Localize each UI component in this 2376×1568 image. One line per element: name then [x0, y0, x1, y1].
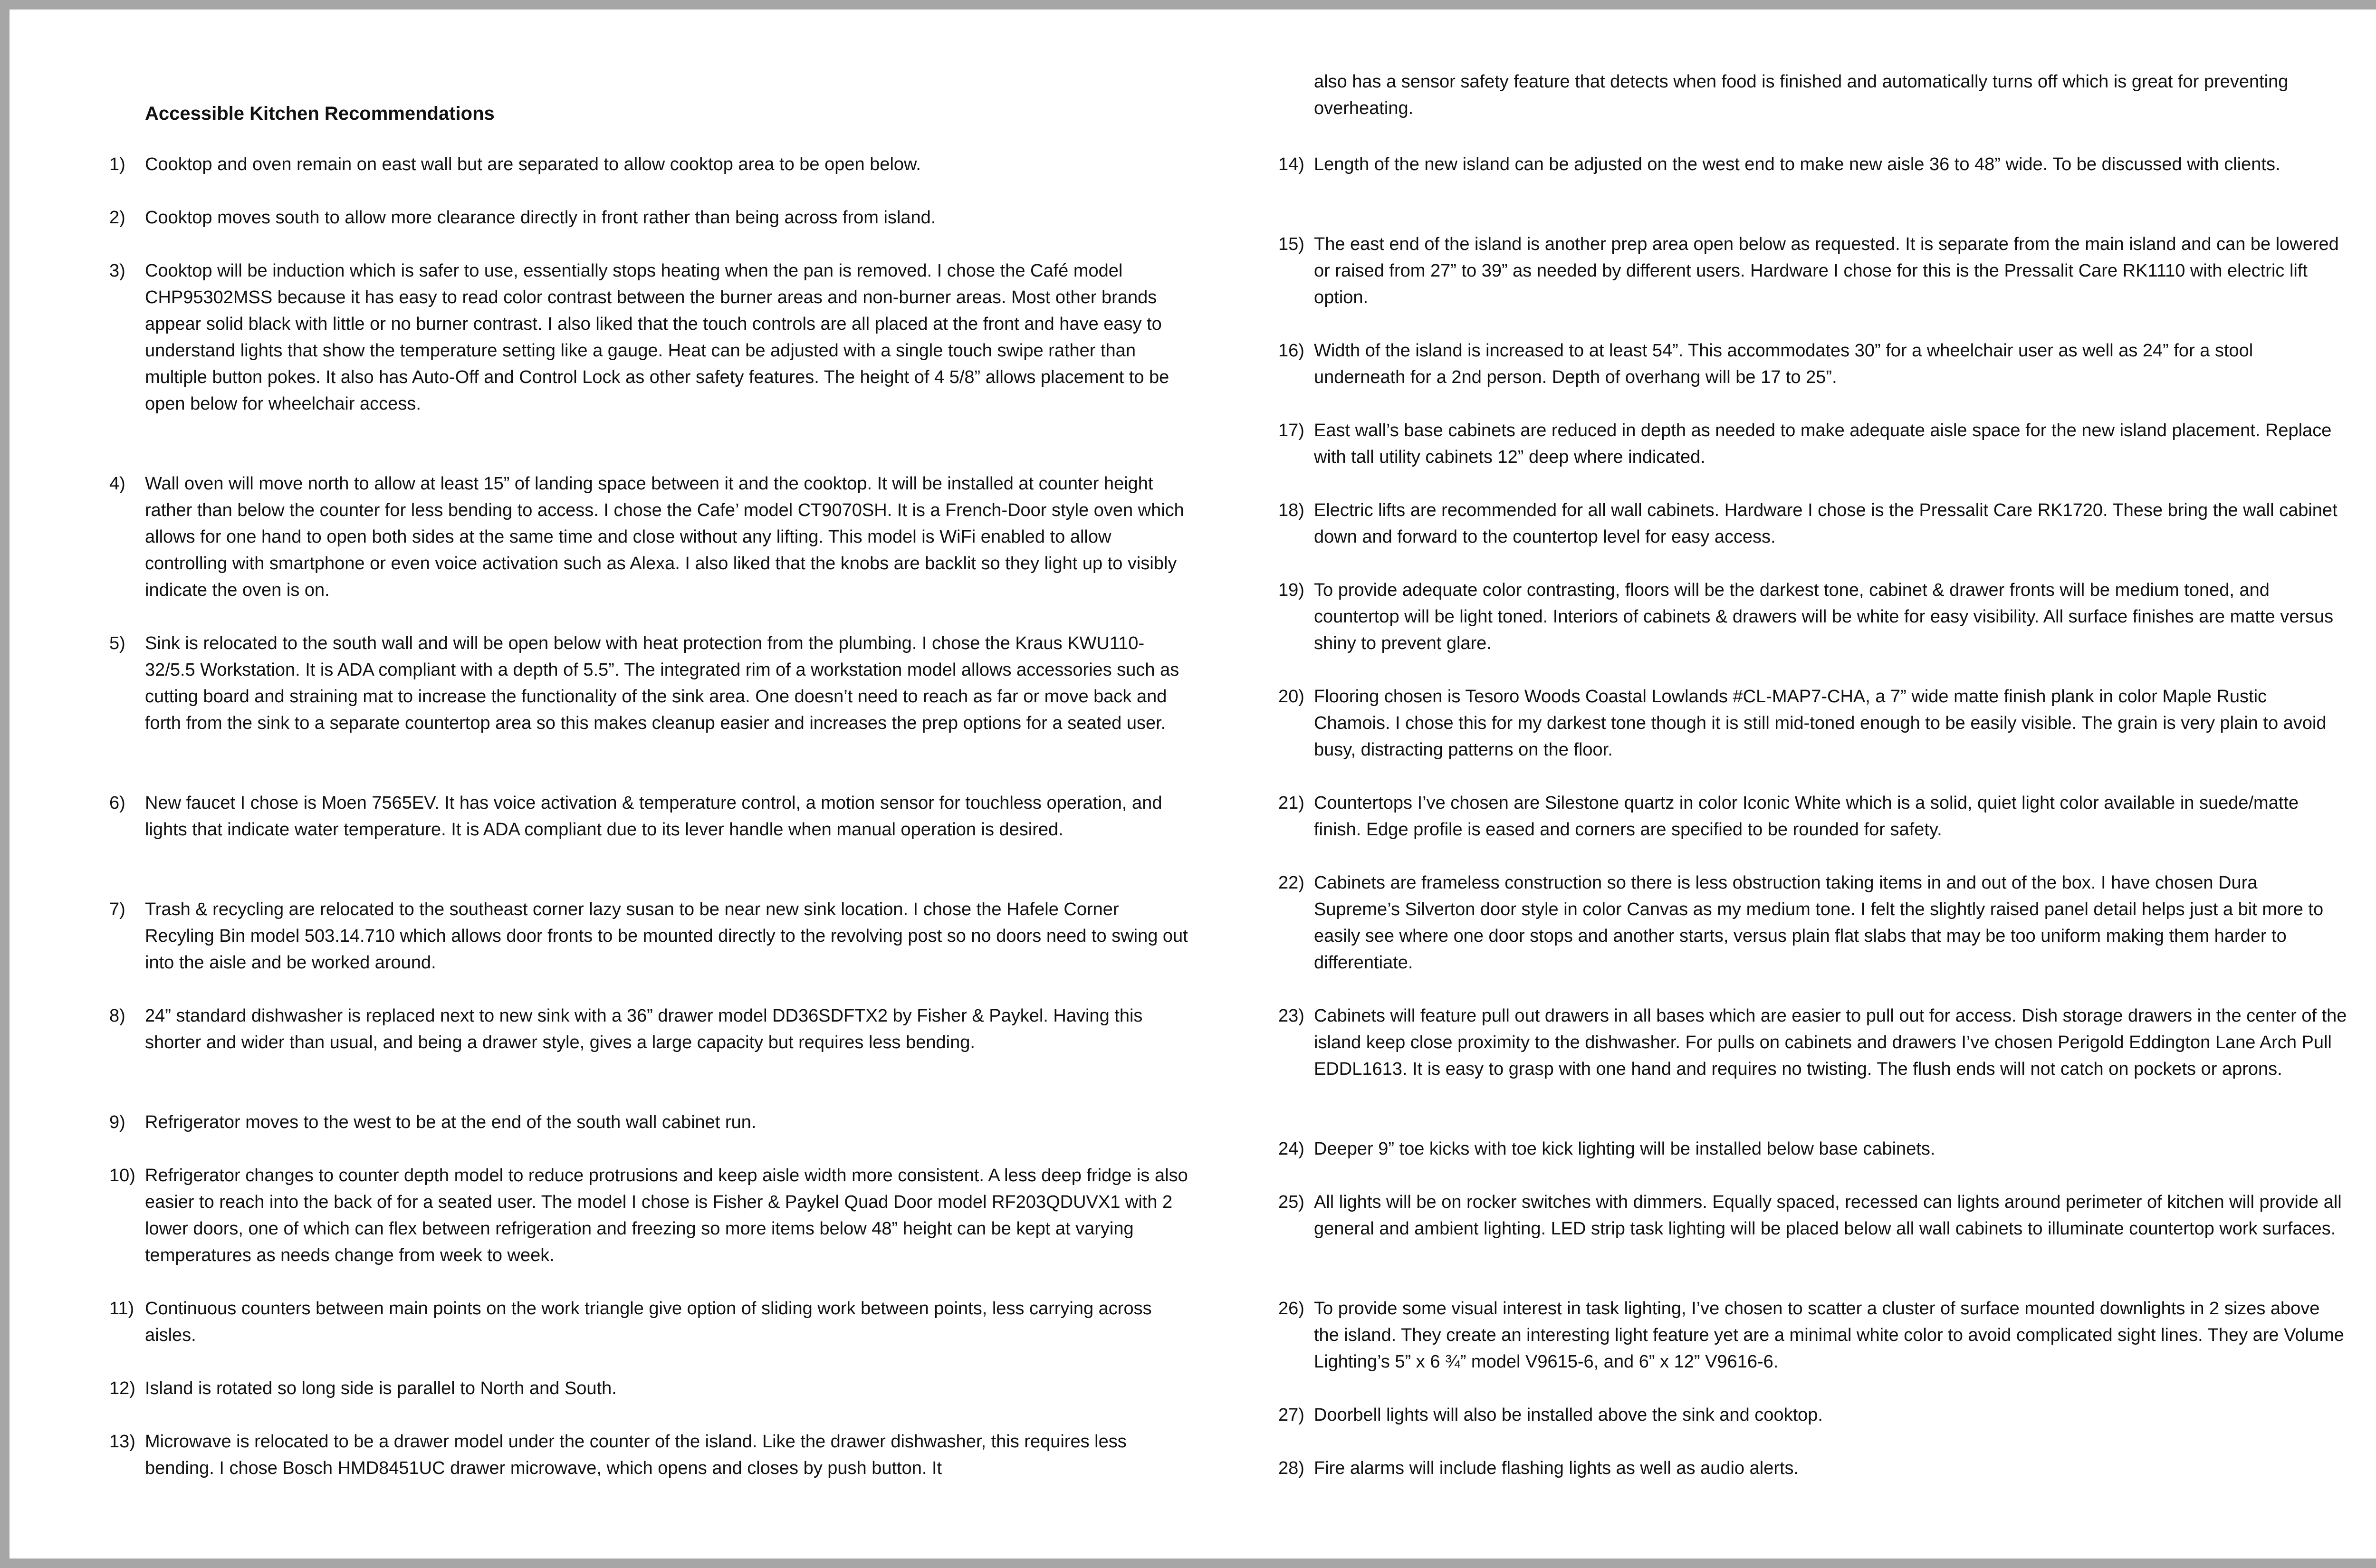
list-item-number: 27) — [1278, 1405, 1304, 1425]
list-item — [1278, 1402, 2347, 1428]
list-item — [1278, 231, 2347, 311]
list-item-number: 11) — [109, 1299, 134, 1319]
list-item — [109, 1003, 1188, 1056]
list-item-number: 26) — [1278, 1299, 1304, 1319]
document-page — [10, 10, 2376, 1558]
list-item-number: 18) — [1278, 500, 1304, 520]
list-item-number: 13) — [109, 1432, 135, 1452]
list-item-text: Refrigerator changes to counter depth model to reduce protrusions and keep aisle width more consistent. A less deep fridge is also easier to reach into the back of for a seated user. The model I chose is Fisher & Paykel Quad Door model RF203QDUVX1 with 2 lower doors, one of which can flex between refrigeration and freezing so more items below 48” height can be kept at varying temperatures as needs change from week to week. — [145, 1166, 1188, 1265]
list-item-text: All lights will be on rocker switches with dimmers. Equally spaced, recessed can lights around perimeter of kitchen will provide all general and ambient lighting. LED strip task lighting will be placed below all wall cabinets to illuminate countertop work surfaces. — [1314, 1192, 2342, 1239]
list-item-text: To provide adequate color contrasting, floors will be the darkest tone, cabinet & drawer fronts will be medium toned, and countertop will be light toned. Interiors of cabinets & drawers will be white for easy visibility. All surface finishes are matte versus shiny to prevent glare. — [1314, 580, 2334, 653]
list-item-text: Island is rotated so long side is parallel to North and South. — [145, 1378, 617, 1398]
list-item-number: 16) — [1278, 341, 1304, 361]
list-item — [1278, 337, 2347, 391]
list-item-number: 3) — [109, 261, 125, 281]
list-item — [109, 1375, 1188, 1402]
list-item-number: 14) — [1278, 154, 1304, 174]
list-item — [1278, 1003, 2347, 1082]
list-item-number: 24) — [1278, 1139, 1304, 1159]
list-item-text: Microwave is relocated to be a drawer model under the counter of the island. Like the drawer dishwasher, this requires less bending. I chose Bosch HMD8451UC drawer microwave, which opens and closes by push button. It — [145, 1432, 1127, 1478]
list-item-number: 2) — [109, 208, 125, 228]
list-item-number: 7) — [109, 899, 125, 919]
list-item-number: 12) — [109, 1378, 135, 1398]
list-item-text: Length of the new island can be adjusted on the west end to make new aisle 36 to 48” wide. To be discussed with clients. — [1314, 154, 2280, 174]
list-item-text: Refrigerator moves to the west to be at the end of the south wall cabinet run. — [145, 1112, 757, 1132]
list-item-text: East wall’s base cabinets are reduced in depth as needed to make adequate aisle space for the new island placement. Replace with tall utility cabinets 12” deep where indicated. — [1314, 421, 2332, 467]
list-item-text: Cooktop moves south to allow more clearance directly in front rather than being across from island. — [145, 208, 936, 228]
page-title: Accessible Kitchen Recommendations — [145, 103, 495, 124]
list-item-text: Trash & recycling are relocated to the southeast corner lazy susan to be near new sink location. I chose the Hafele Corner Recyling Bin model 503.14.710 which allows door fronts to be mounted directly to the revolving post so no doors need to swing out into the aisle and be worked around. — [145, 899, 1188, 973]
list-item — [109, 470, 1188, 603]
list-item-number: 10) — [109, 1166, 135, 1186]
list-item-text: Electric lifts are recommended for all wall cabinets. Hardware I chose is the Pressalit Care RK1720. These bring the wall cabinet down and forward to the countertop level for easy access. — [1314, 500, 2338, 547]
list-item-number: 28) — [1278, 1458, 1304, 1478]
list-item — [1278, 497, 2347, 550]
list-item-number: 21) — [1278, 793, 1304, 813]
list-item-text: Width of the island is increased to at least 54”. This accommodates 30” for a wheelchair user as well as 24” for a stool underneath for a 2nd person. Depth of overhang will be 17 to 25”. — [1314, 341, 2253, 387]
list-item-text: Cabinets will feature pull out drawers in all bases which are easier to pull out for access. Dish storage drawers in the center of the island keep close proximity to the dishwasher. For pulls on cabinets and drawers I’ve chosen Perigold Eddington Lane Arch Pull EDDL1613. It is easy to grasp with one hand and requires no twisting. The flush ends will not catch on pockets or aprons. — [1314, 1006, 2347, 1079]
list-item-number: 23) — [1278, 1006, 1304, 1026]
list-item — [1278, 790, 2347, 843]
list-item-number: 15) — [1278, 234, 1304, 254]
list-item-text: Cooktop will be induction which is safer to use, essentially stops heating when the pan is removed. I chose the Café model CHP95302MSS because it has easy to read color contrast between the burner areas and non-burner areas. Most other brands appear solid black with little or no burner contrast. I also liked that the touch controls are all placed at the front and have easy to understand lights that show the temperature setting like a gauge. Heat can be adjusted with a single touch swipe rather than multiple button pokes. It also has Auto-Off and Control Lock as other safety features. The height of 4 5/8” allows placement to be open below for wheelchair access. — [145, 261, 1169, 414]
list-item-number: 4) — [109, 474, 125, 494]
list-item — [109, 790, 1188, 843]
continued-paragraph: also has a sensor safety feature that detects when food is finished and automatically turns off which is great for preventing overheating. — [1314, 72, 2289, 118]
list-item — [109, 1109, 1188, 1136]
list-item-text: Deeper 9” toe kicks with toe kick lighting will be installed below base cabinets. — [1314, 1139, 1935, 1159]
list-item — [1278, 870, 2347, 976]
list-item — [109, 630, 1188, 736]
list-item-text: Wall oven will move north to allow at least 15” of landing space between it and the cooktop. It will be installed at counter height rather than below the counter for less bending to access. I chose the Cafe’ model CT9070SH. It is a French-Door style oven which allows for one hand to open both sides at the same time and close without any lifting. This model is WiFi enabled to allow controlling with smartphone or even voice activation such as Alexa. I also liked that the knobs are backlit so they light up to visibly indicate the oven is on. — [145, 474, 1184, 600]
list-item-text: The east end of the island is another prep area open below as requested. It is separate from the main island and can be lowered or raised from 27” to 39” as needed by different users. Hardware I chose for this is the Pressalit Care RK1110 with electric lift option. — [1314, 234, 2339, 307]
list-item — [1278, 1295, 2347, 1375]
list-item-number: 5) — [109, 633, 125, 653]
list-item-text: Countertops I’ve chosen are Silestone quartz in color Iconic White which is a solid, quiet light color available in suede/matte finish. Edge profile is eased and corners are specified to be rounded for safety. — [1314, 793, 2299, 840]
list-item-number: 1) — [109, 154, 125, 174]
list-item-text: Doorbell lights will also be installed above the sink and cooktop. — [1314, 1405, 1823, 1425]
list-item-text: Continuous counters between main points on the work triangle give option of sliding work between points, less carrying across aisles. — [145, 1299, 1152, 1345]
list-item — [1278, 1189, 2347, 1242]
list-item-number: 8) — [109, 1006, 125, 1026]
list-item — [109, 204, 1188, 231]
list-item-text: 24” standard dishwasher is replaced next to new sink with a 36” drawer model DD36SDFTX2 by Fisher & Paykel. Having this shorter and wider than usual, and being a drawer style, gives a large capacity but requires less bending. — [145, 1006, 1143, 1052]
list-item — [109, 896, 1188, 976]
list-item — [1278, 577, 2347, 657]
list-item — [109, 1162, 1188, 1269]
list-item — [1278, 417, 2347, 470]
list-item-text: To provide some visual interest in task lighting, I’ve chosen to scatter a cluster of surface mounted downlights in 2 sizes above the island. They create an interesting light feature yet are a minimal white color to avoid complicated sight lines. They are Volume Lighting’s 5” x 6 ¾” model V9615-6, and 6” x 12” V9616-6. — [1314, 1299, 2344, 1372]
list-item — [109, 258, 1188, 417]
list-item-number: 19) — [1278, 580, 1304, 600]
list-item — [109, 1295, 1188, 1348]
list-item-number: 25) — [1278, 1192, 1304, 1212]
list-item-text: Cabinets are frameless construction so there is less obstruction taking items in and out of the box. I have chosen Dura Supreme’s Silverton door style in color Canvas as my medium tone. I felt the slightly raised panel detail helps just a bit more to easily see where one door stops and another starts, versus plain flat slabs that may be too uniform making them harder to differentiate. — [1314, 873, 2324, 973]
list-item-text: Cooktop and oven remain on east wall but are separated to allow cooktop area to be open below. — [145, 154, 921, 174]
list-item-number: 9) — [109, 1112, 125, 1132]
list-item-number: 6) — [109, 793, 125, 813]
list-item-text: Fire alarms will include flashing lights as well as audio alerts. — [1314, 1458, 1799, 1478]
list-item-text: Flooring chosen is Tesoro Woods Coastal Lowlands #CL-MAP7-CHA, a 7” wide matte finish plank in color Maple Rustic Chamois. I chose this for my darkest tone though it is still mid-toned enough to be easily visible. The grain is very plain to avoid busy, distracting patterns on the floor. — [1314, 687, 2327, 760]
list-item-text: New faucet I chose is Moen 7565EV. It has voice activation & temperature control, a motion sensor for touchless operation, and lights that indicate water temperature. It is ADA compliant due to its lever handle when manual operation is desired. — [145, 793, 1162, 840]
list-item — [1278, 1455, 2347, 1482]
list-item — [1278, 1136, 2347, 1162]
list-item-number: 17) — [1278, 421, 1304, 440]
list-item-text: Sink is relocated to the south wall and will be open below with heat protection from the plumbing. I chose the Kraus KWU110-32/5.5 Workstation. It is ADA compliant with a depth of 5.5”. The integrated rim of a workstation model allows accessories such as cutting board and straining mat to increase the functionality of the sink area. One doesn’t need to reach as far or move back and forth from the sink to a separate countertop area so this makes cleanup easier and increases the prep options for a seated user. — [145, 633, 1179, 733]
list-item-number: 20) — [1278, 687, 1304, 707]
list-item — [1278, 683, 2347, 763]
list-item — [109, 151, 1188, 178]
list-item-number: 22) — [1278, 873, 1304, 893]
list-item — [109, 1428, 1188, 1482]
list-item — [1278, 151, 2347, 178]
